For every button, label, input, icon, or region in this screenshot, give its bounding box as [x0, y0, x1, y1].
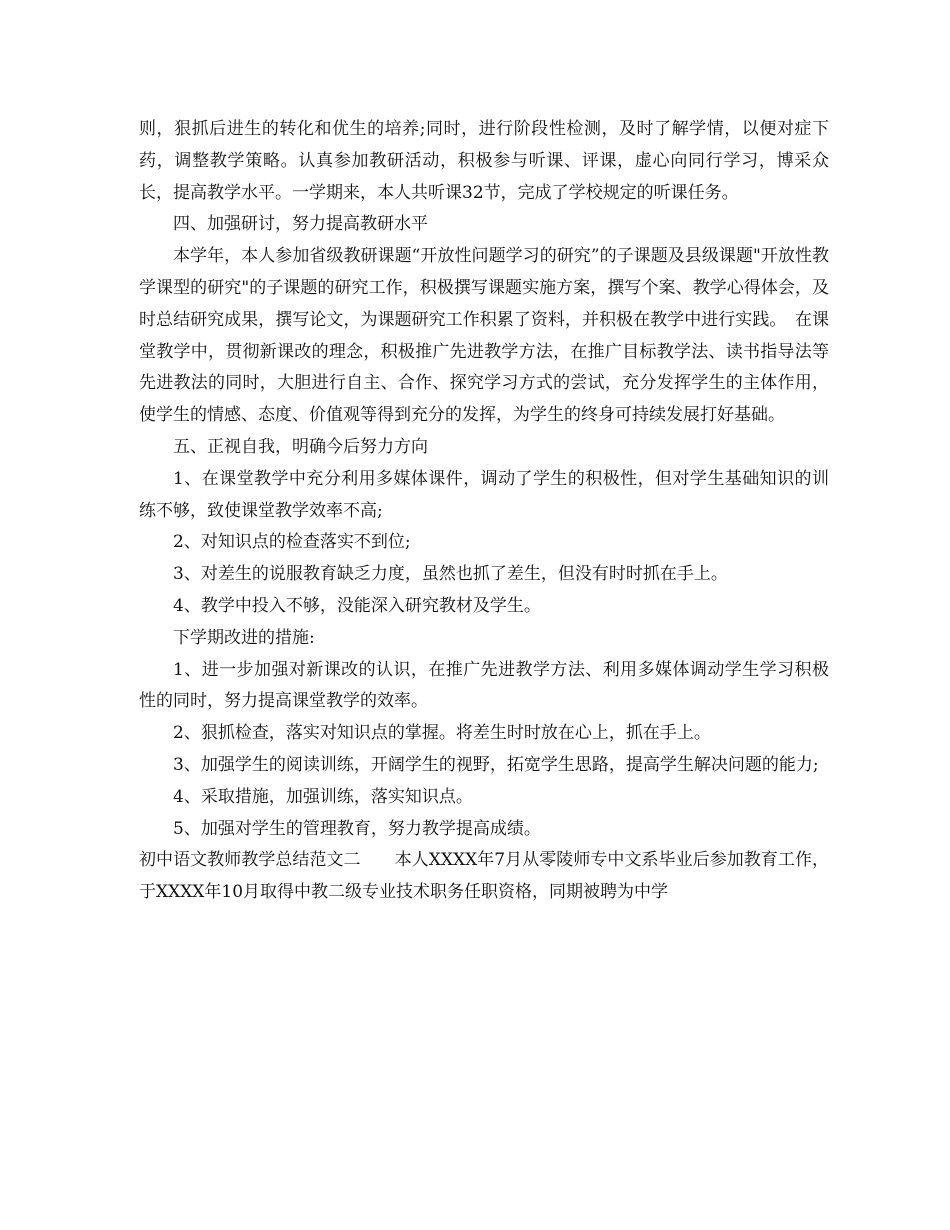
subheading-improvements: 下学期改进的措施:: [173, 627, 315, 648]
section-heading-five: 五、正视自我，明确今后努力方向: [173, 436, 428, 457]
document-body: [139, 114, 829, 909]
list-item-shortcoming-2: 2、对知识点的检查落实不到位;: [173, 532, 411, 553]
paragraph-continuation: 则，狠抓后进生的转化和优生的培养;同时，进行阶段性检测，及时了解学情，以便对症下药，调整教学策略。认真参加教研活动，积极参与听课、评课，虚心向同行学习，博采众长，提高教学水平。一学期来，本人共听课32节，完成了学校规定的听课任务。: [139, 119, 829, 203]
paragraph-sample-two: 初中语文教师教学总结范文二 本人XXXX年7月从零陵师专中文系毕业后参加教育工作，于XXXX年10月取得中教二级专业技术职务任职资格，同期被聘为中学: [139, 850, 829, 903]
section-heading-four: 四、加强研讨，努力提高教研水平: [173, 214, 428, 235]
list-item-shortcoming-1: 1、在课堂教学中充分利用多媒体课件，调动了学生的积极性，但对学生基础知识的训练不够，致使课堂教学效率不高;: [139, 468, 829, 521]
paragraph-research: 本学年，本人参加省级教研课题“开放性问题学习的研究”的子课题及县级课题"开放性教学课型的研究"的子课题的研究工作，积极撰写课题实施方案，撰写个案、教学心得体会，及时总结研究成果，撰写论文，为课题研究工作积累了资料，并积极在教学中进行实践。 在课堂教学中，贯彻新课改的理念，积极推广先进教学方法，在推广目标教学法、读书指导法等先进教法的同时，大胆进行自主、合作、探究学习方式的尝试，充分发挥学生的主体作用，使学生的情感、态度、价值观等得到充分的发挥，为学生的终身可持续发展打好基础。: [139, 246, 829, 426]
list-item-shortcoming-3: 3、对差生的说服教育缺乏力度，虽然也抓了差生，但没有时时抓在手上。: [173, 564, 728, 585]
list-item-improvement-1: 1、进一步加强对新课改的认识，在推广先进教学方法、利用多媒体调动学生学习积极性的同时，努力提高课堂教学的效率。: [139, 659, 829, 712]
list-item-shortcoming-4: 4、教学中投入不够，没能深入研究教材及学生。: [173, 595, 541, 616]
list-item-improvement-4: 4、采取措施，加强训练，落实知识点。: [173, 786, 473, 807]
list-item-improvement-5: 5、加强对学生的管理教育，努力教学提高成绩。: [173, 818, 541, 839]
list-item-improvement-3: 3、加强学生的阅读训练，开阔学生的视野，拓宽学生思路，提高学生解决问题的能力;: [173, 754, 819, 775]
list-item-improvement-2: 2、狠抓检查，落实对知识点的掌握。将差生时时放在心上，抓在手上。: [173, 723, 711, 744]
